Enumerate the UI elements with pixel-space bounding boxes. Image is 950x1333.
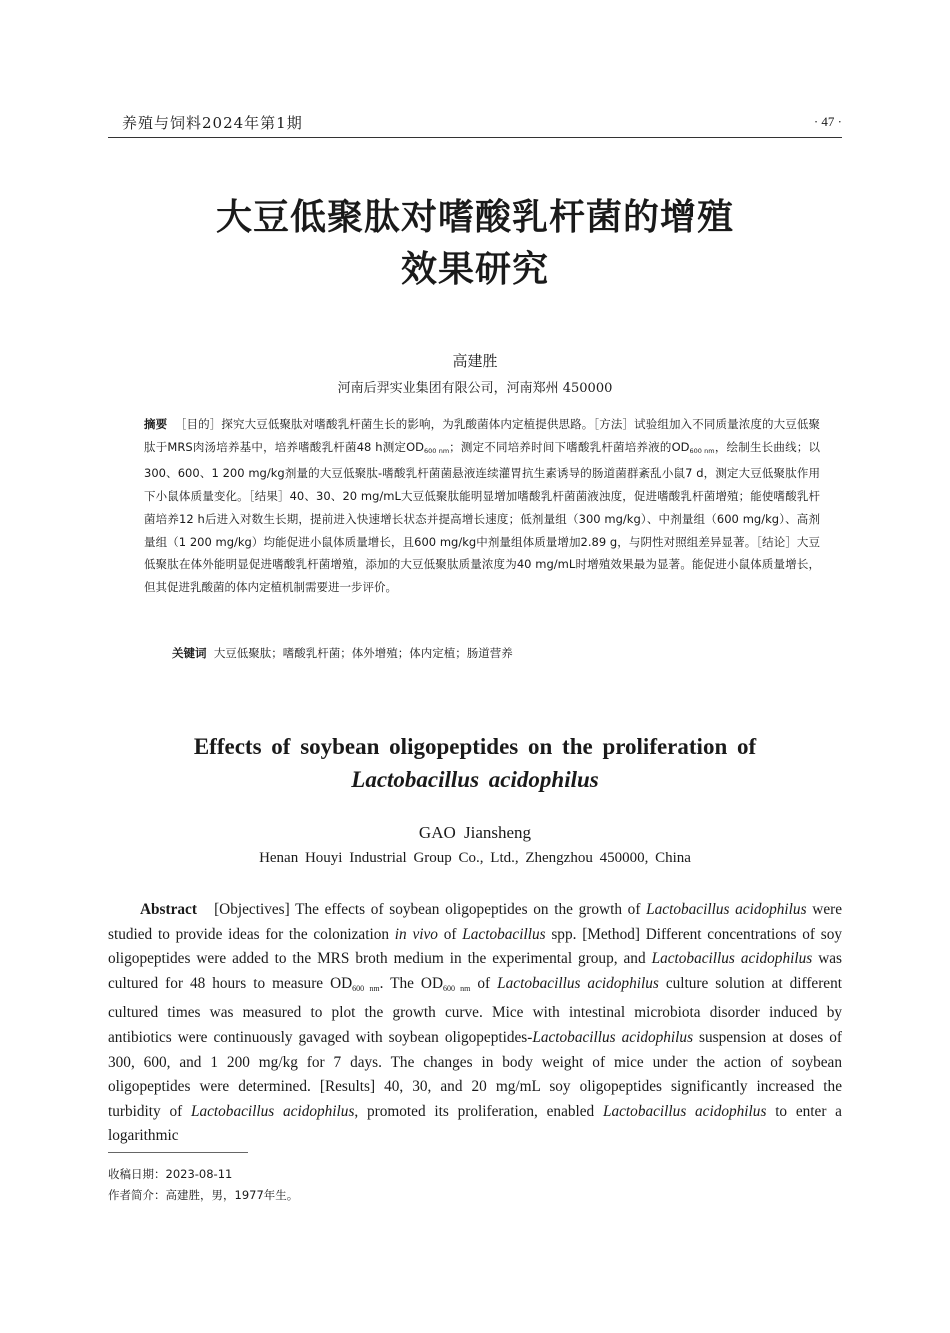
- abstract-en-italic: Lactobacillus acidophilus: [651, 950, 813, 968]
- running-header: [108, 112, 842, 136]
- abstract-en-subscript: 600 nm: [352, 983, 380, 993]
- abstract-en-text: spp. [Method] Different concentrations of soy oligopeptides were added to the MRS broth medium in the experimental group, and: [108, 925, 843, 968]
- abstract-en-italic: Lactobacillus acidophilus: [190, 1102, 355, 1120]
- abstract-en-italic: Lactobacillus: [462, 925, 546, 943]
- abstract-en-italic: Lactobacillus acidophilus: [497, 974, 659, 992]
- abstract-cn-text-2: ；测定不同培养时间下嗜酸乳杆菌培养液的OD: [449, 439, 690, 454]
- title-en-line-1: Effects of soybean oligopeptides on the proliferation of: [193, 734, 757, 759]
- footnote-received-date: 收稿日期：2023-08-11: [108, 1167, 233, 1181]
- abstract-en-text: to enter a logarithmic: [108, 1102, 842, 1145]
- abstract-cn-text-3: ，绘制生长曲线；以300、600、1 200 mg/kg剂量的大豆低聚肽-嗜酸乳杆菌菌悬液连续灌胃抗生素诱导的肠道菌群紊乱小鼠7 d，测定大豆低聚肽作用下小鼠体质量变化。［结果］40、30、20 mg/mL大豆低聚肽能明显增加嗜酸乳杆菌菌液浊度，促进嗜酸乳杆菌增殖；能使嗜酸乳杆菌培养12 h后进入对数生长期，提前进入快速增长状态并提高增长速度；低剂量组（300 mg/kg）、中剂量组（600 mg/kg）、高剂量组（1 200 mg/kg）均能促进小鼠体质量增长，且600 mg/kg中剂量组体质量增加2.89 g，与阴性对照组差异显著。［结论］大豆低聚肽在体外能明显促进嗜酸乳杆菌增殖，添加的大豆低聚肽质量浓度为40 mg/mL时增殖效果最为显著。能促进小鼠体质量增长，但其促进乳酸菌的体内定植机制需要进一步评价。: [144, 439, 820, 594]
- keywords-cn-label: 关键词: [172, 646, 207, 660]
- abstract-cn-subscript-2: 600 nm: [689, 446, 715, 455]
- abstract-en-text: was cultured for 48 hours to measure OD: [108, 950, 842, 992]
- title-cn-line-1: 大豆低聚肽对嗜酸乳杆菌的增殖: [215, 197, 734, 238]
- abstract-en-text: of: [477, 974, 491, 992]
- abstract-cn-label: 摘要: [144, 417, 168, 431]
- abstract-en-text: culture solution at different cultured times was measured to plot the growth curve. Mice with intestinal microbiota disorder induced by antibiotics were continuously gavaged with soybean oligopeptides-: [108, 974, 842, 1046]
- author-chinese: 高建胜: [452, 352, 498, 370]
- header-divider: [108, 137, 842, 138]
- abstract-cn-text-1: ［目的］探究大豆低聚肽对嗜酸乳杆菌生长的影响，为乳酸菌体内定植提供思路。［方法］试验组加入不同质量浓度的大豆低聚肽于MRS肉汤培养基中，培养嗜酸乳杆菌48 h测定OD: [144, 417, 821, 454]
- abstract-en-italic: Lactobacillus acidophilus: [602, 1102, 767, 1120]
- abstract-english: [108, 898, 842, 1149]
- affiliation-chinese: 河南后羿实业集团有限公司，河南郑州 450000: [337, 381, 613, 396]
- abstract-en-text: . The OD: [379, 974, 443, 992]
- author-english: GAO Jiansheng: [418, 823, 532, 842]
- abstract-en-label: Abstract: [140, 901, 197, 918]
- abstract-en-italic: Lactobacillus acidophilus: [646, 901, 807, 918]
- abstract-en-italic: in vivo: [394, 925, 438, 943]
- abstract-chinese: [144, 413, 820, 599]
- footnote-author-bio: 作者简介：高建胜，男，1977年生。: [108, 1188, 299, 1202]
- keywords-chinese: [172, 645, 820, 661]
- title-en-line-2: Lactobacillus acidophilus: [351, 767, 599, 792]
- page-number: · 47 ·: [813, 114, 842, 129]
- keywords-cn-text: 大豆低聚肽；嗜酸乳杆菌；体外增殖；体内定植；肠道营养: [213, 646, 513, 660]
- abstract-en-text: [Objectives] The effects of soybean oligopeptides on the growth of: [214, 901, 641, 918]
- abstract-en-text: , promoted its proliferation, enabled: [354, 1102, 595, 1120]
- title-cn-line-2: 效果研究: [400, 249, 549, 290]
- abstract-en-text: of: [443, 925, 457, 943]
- footnote-divider: [108, 1152, 248, 1153]
- abstract-en-italic: Lactobacillus acidophilus: [532, 1028, 694, 1046]
- title-english: [108, 730, 842, 796]
- journal-name: 养殖与饲料2024年第1期: [122, 114, 303, 132]
- affiliation-english: Henan Houyi Industrial Group Co., Ltd., Zhengzhou 450000, China: [259, 850, 691, 866]
- abstract-cn-subscript-1: 600 nm: [424, 446, 450, 455]
- abstract-en-text: suspension at doses of 300, 600, and 1 200 mg/kg for 7 days. The changes in body weight of mice under the action of soybean oligopeptides were determined. [Results] 40, 30, and 20 mg/mL soy oligopeptides significantly increased the turbidity of: [108, 1028, 842, 1120]
- abstract-en-text: were studied to provide ideas for the colonization: [108, 901, 842, 943]
- title-chinese: [108, 192, 842, 296]
- abstract-en-subscript: 600 nm: [443, 983, 471, 993]
